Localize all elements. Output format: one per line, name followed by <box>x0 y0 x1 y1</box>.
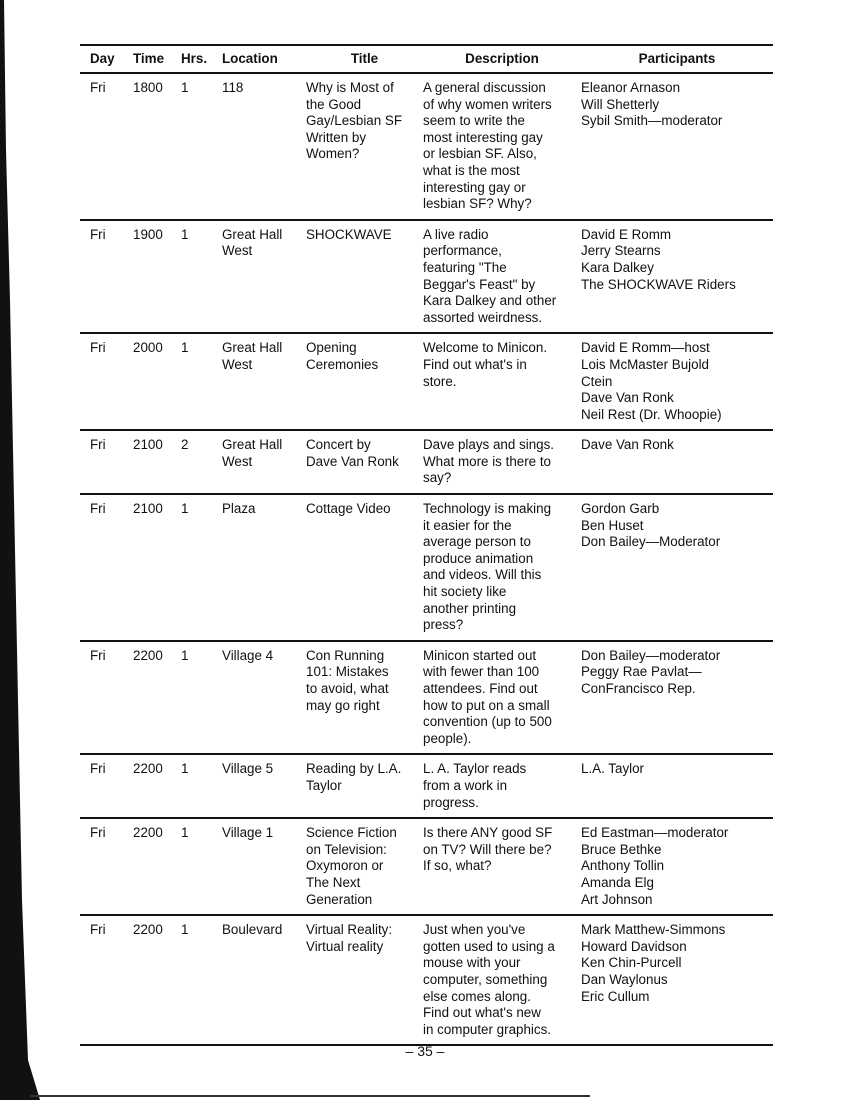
cell-participants: Eleanor Arnason Will Shetterly Sybil Smith—moderator <box>581 73 773 220</box>
table-header-row <box>80 45 773 73</box>
table-row <box>80 494 773 641</box>
table-row <box>80 220 773 334</box>
cell-time: 2100 <box>133 430 181 494</box>
cell-title: SHOCKWAVE <box>306 220 423 334</box>
cell-day: Fri <box>80 73 133 220</box>
cell-participants: Ed Eastman—moderator Bruce Bethke Anthony Tollin Amanda Elg Art Johnson <box>581 818 773 915</box>
cell-hours: 1 <box>181 73 222 220</box>
table-row <box>80 641 773 755</box>
cell-description: Minicon started out with fewer than 100 attendees. Find out how to put on a small convention (up to 500 people). <box>423 641 581 755</box>
cell-time: 2200 <box>133 818 181 915</box>
header-participants: Participants <box>581 45 773 73</box>
cell-hours: 1 <box>181 220 222 334</box>
cell-location: Plaza <box>222 494 306 641</box>
header-hours: Hrs. <box>181 45 222 73</box>
cell-participants: Don Bailey—moderator Peggy Rae Pavlat— ConFrancisco Rep. <box>581 641 773 755</box>
table-row <box>80 915 773 1045</box>
table-row <box>80 754 773 818</box>
table-row <box>80 73 773 220</box>
cell-description: Technology is making it easier for the average person to produce animation and videos. Will this hit society like another printing press? <box>423 494 581 641</box>
cell-description: Welcome to Minicon. Find out what's in store. <box>423 333 581 430</box>
cell-day: Fri <box>80 754 133 818</box>
header-title: Title <box>306 45 423 73</box>
cell-location: Village 4 <box>222 641 306 755</box>
cell-location: 118 <box>222 73 306 220</box>
cell-day: Fri <box>80 333 133 430</box>
cell-title: Reading by L.A. Taylor <box>306 754 423 818</box>
header-day: Day <box>80 45 133 73</box>
cell-day: Fri <box>80 220 133 334</box>
cell-time: 1800 <box>133 73 181 220</box>
bottom-rule <box>30 1095 590 1097</box>
header-description: Description <box>423 45 581 73</box>
cell-day: Fri <box>80 818 133 915</box>
cell-title: Why is Most of the Good Gay/Lesbian SF Written by Women? <box>306 73 423 220</box>
cell-time: 2200 <box>133 754 181 818</box>
cell-time: 2000 <box>133 333 181 430</box>
cell-description: Is there ANY good SF on TV? Will there be? If so, what? <box>423 818 581 915</box>
cell-hours: 1 <box>181 754 222 818</box>
cell-time: 2100 <box>133 494 181 641</box>
cell-title: Cottage Video <box>306 494 423 641</box>
cell-participants: L.A. Taylor <box>581 754 773 818</box>
cell-title: Concert by Dave Van Ronk <box>306 430 423 494</box>
cell-hours: 1 <box>181 818 222 915</box>
table-row <box>80 333 773 430</box>
cell-title: Science Fiction on Television: Oxymoron or The Next Generation <box>306 818 423 915</box>
cell-description: A general discussion of why women writers seem to write the most interesting gay or lesbian SF. Also, what is the most interesting gay or lesbian SF? Why? <box>423 73 581 220</box>
cell-hours: 2 <box>181 430 222 494</box>
cell-day: Fri <box>80 430 133 494</box>
cell-description: A live radio performance, featuring "The Beggar's Feast" by Kara Dalkey and other assorted weirdness. <box>423 220 581 334</box>
cell-description: Dave plays and sings. What more is there to say? <box>423 430 581 494</box>
cell-hours: 1 <box>181 494 222 641</box>
header-location: Location <box>222 45 306 73</box>
cell-hours: 1 <box>181 333 222 430</box>
scan-edge-shadow <box>0 0 60 1100</box>
cell-title: Con Running 101: Mistakes to avoid, what may go right <box>306 641 423 755</box>
cell-participants: Dave Van Ronk <box>581 430 773 494</box>
cell-location: Village 5 <box>222 754 306 818</box>
table-row <box>80 818 773 915</box>
cell-participants: David E Romm—host Lois McMaster Bujold Ctein Dave Van Ronk Neil Rest (Dr. Whoopie) <box>581 333 773 430</box>
cell-location: Great Hall West <box>222 333 306 430</box>
cell-participants: David E Romm Jerry Stearns Kara Dalkey The SHOCKWAVE Riders <box>581 220 773 334</box>
cell-title: Opening Ceremonies <box>306 333 423 430</box>
cell-day: Fri <box>80 494 133 641</box>
cell-time: 2200 <box>133 641 181 755</box>
cell-time: 2200 <box>133 915 181 1045</box>
cell-title: Virtual Reality: Virtual reality <box>306 915 423 1045</box>
cell-day: Fri <box>80 915 133 1045</box>
header-time: Time <box>133 45 181 73</box>
cell-location: Village 1 <box>222 818 306 915</box>
page-number: – 35 – <box>405 1043 445 1059</box>
cell-day: Fri <box>80 641 133 755</box>
cell-participants: Gordon Garb Ben Huset Don Bailey—Moderator <box>581 494 773 641</box>
cell-location: Great Hall West <box>222 220 306 334</box>
cell-location: Boulevard <box>222 915 306 1045</box>
cell-time: 1900 <box>133 220 181 334</box>
cell-participants: Mark Matthew-Simmons Howard Davidson Ken Chin-Purcell Dan Waylonus Eric Cullum <box>581 915 773 1045</box>
cell-description: L. A. Taylor reads from a work in progress. <box>423 754 581 818</box>
cell-description: Just when you've gotten used to using a mouse with your computer, something else comes along. Find out what's new in computer graphics. <box>423 915 581 1045</box>
table-row <box>80 430 773 494</box>
cell-location: Great Hall West <box>222 430 306 494</box>
cell-hours: 1 <box>181 915 222 1045</box>
program-schedule-table <box>80 44 773 1046</box>
cell-hours: 1 <box>181 641 222 755</box>
